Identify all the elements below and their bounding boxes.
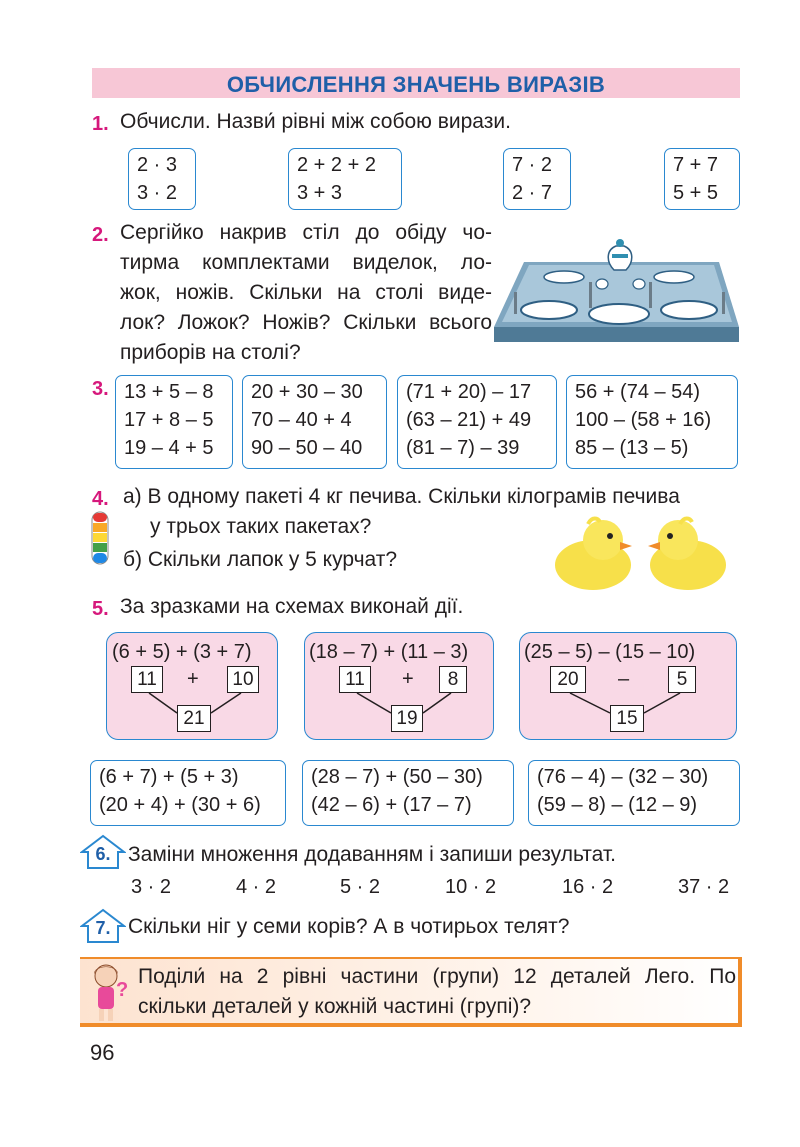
expr: 17 + 8 – 5 <box>124 409 214 431</box>
task-5-text: За зразками на схемах виконай дії. <box>120 595 464 618</box>
schema-operator: + <box>187 668 199 690</box>
schema-left-value: 11 <box>339 666 371 693</box>
schema-result: 15 <box>610 705 644 732</box>
task-5-box-3 <box>528 760 740 826</box>
expr: 20 + 30 – 30 <box>251 381 363 403</box>
expr: 19 – 4 + 5 <box>124 437 214 459</box>
task-5-number: 5. <box>92 598 109 620</box>
expr: 2 · 3 <box>137 154 178 176</box>
expr: 70 – 40 + 4 <box>251 409 352 431</box>
expr: 3 + 3 <box>297 182 343 204</box>
schema-expression: (6 + 5) + (3 + 7) <box>112 641 252 663</box>
schema-right-value: 8 <box>439 666 467 693</box>
task-6-item: 10 · 2 <box>445 876 497 898</box>
task-3-box-2 <box>242 375 387 469</box>
schema-operator: – <box>618 668 630 690</box>
expr: 90 – 50 – 40 <box>251 437 363 459</box>
expr: (81 – 7) – 39 <box>406 437 520 459</box>
chicks-illustration <box>548 510 738 595</box>
expr: 3 · 2 <box>137 182 178 204</box>
girl-thinking-icon <box>86 962 130 1026</box>
task-1-box-4 <box>664 148 740 210</box>
expr: 2 + 2 + 2 <box>297 154 376 176</box>
task-6-item: 16 · 2 <box>562 876 614 898</box>
task-6-item: 5 · 2 <box>340 876 381 898</box>
expr: (20 + 4) + (30 + 6) <box>99 794 261 816</box>
expr: 7 · 2 <box>512 154 553 176</box>
text-line: приборів на столі? <box>120 341 301 364</box>
title-bar <box>92 68 740 98</box>
expr: 56 + (74 – 54) <box>575 381 701 403</box>
homework-house-icon <box>80 834 126 870</box>
text-line: Сергійко накрив стіл до обіду чо- <box>120 221 492 244</box>
text-line: тирма комплектами виделок, ло- <box>120 251 492 274</box>
task-1-box-2 <box>288 148 402 210</box>
expr: 2 · 7 <box>512 182 553 204</box>
note-line: Поділи́ на 2 рівні частини (групи) 12 деталей Лего. По <box>138 965 736 988</box>
task-5-box-2 <box>302 760 514 826</box>
page-title: ОБЧИСЛЕННЯ ЗНАЧЕНЬ ВИРАЗІВ <box>226 72 606 97</box>
task-4-a: а) В одному пакеті 4 кг печива. Скільки кілограмів печива <box>123 485 680 508</box>
task-6-number: 6. <box>95 844 111 864</box>
task-4-a-cont: у трьох таких пакетах? <box>150 515 372 538</box>
task-7-number: 7. <box>95 918 111 938</box>
page-number: 96 <box>90 1040 115 1065</box>
task-3-box-3 <box>397 375 557 469</box>
schema-result: 21 <box>177 705 211 732</box>
homework-house-icon <box>80 908 126 944</box>
schema-left-value: 11 <box>131 666 163 693</box>
task-1-box-3 <box>503 148 571 210</box>
schema-2 <box>304 632 494 740</box>
table-setting-illustration <box>494 232 744 350</box>
note-line: скільки деталей у кожній частині (групі)? <box>138 995 532 1018</box>
note-text <box>138 962 736 1022</box>
text-line: жок, ножів. Скільки на столі виде- <box>120 281 492 304</box>
schema-expression: (25 – 5) – (15 – 10) <box>524 641 696 663</box>
expr: (28 – 7) + (50 – 30) <box>311 766 483 788</box>
schema-result: 19 <box>391 705 423 732</box>
expr: (6 + 7) + (5 + 3) <box>99 766 239 788</box>
task-1-box-1 <box>128 148 196 210</box>
schema-right-value: 5 <box>668 666 696 693</box>
expr: 100 – (58 + 16) <box>575 409 712 431</box>
schema-3 <box>519 632 737 740</box>
expr: (71 + 20) – 17 <box>406 381 532 403</box>
task-4-b: б) Скільки лапок у 5 курчат? <box>123 548 398 571</box>
task-4-number: 4. <box>92 488 109 510</box>
expr: 7 + 7 <box>673 154 719 176</box>
schema-expression: (18 – 7) + (11 – 3) <box>309 641 469 663</box>
svg-text:?: ? <box>116 979 129 1001</box>
expr: (59 – 8) – (12 – 9) <box>537 794 698 816</box>
task-1-number: 1. <box>92 113 109 135</box>
task-1-text: Обчисли. Назви́ рівні між собою вирази. <box>120 110 511 133</box>
task-2-text <box>120 218 492 368</box>
task-3-box-1 <box>115 375 233 469</box>
expr: (63 – 21) + 49 <box>406 409 532 431</box>
task-3-box-4 <box>566 375 738 469</box>
task-6-item: 37 · 2 <box>678 876 730 898</box>
task-5-box-1 <box>90 760 286 826</box>
expr: 13 + 5 – 8 <box>124 381 214 403</box>
expr: 85 – (13 – 5) <box>575 437 689 459</box>
task-7-text: Скільки ніг у семи корів? А в чотирьох телят? <box>128 915 570 938</box>
task-3-number: 3. <box>92 378 109 400</box>
schema-left-value: 20 <box>550 666 586 693</box>
schema-right-value: 10 <box>227 666 259 693</box>
expr: (42 – 6) + (17 – 7) <box>311 794 472 816</box>
task-6-item: 3 · 2 <box>131 876 172 898</box>
schema-1 <box>106 632 278 740</box>
schema-operator: + <box>402 668 414 690</box>
task-2-number: 2. <box>92 224 109 246</box>
task-6-text: Заміни множення додаванням і запиши результат. <box>128 843 617 866</box>
difficulty-marker-icon <box>90 510 110 566</box>
text-line: лок? Ложок? Ножів? Скільки всього <box>120 311 492 334</box>
expr: (76 – 4) – (32 – 30) <box>537 766 709 788</box>
expr: 5 + 5 <box>673 182 719 204</box>
task-6-item: 4 · 2 <box>236 876 277 898</box>
